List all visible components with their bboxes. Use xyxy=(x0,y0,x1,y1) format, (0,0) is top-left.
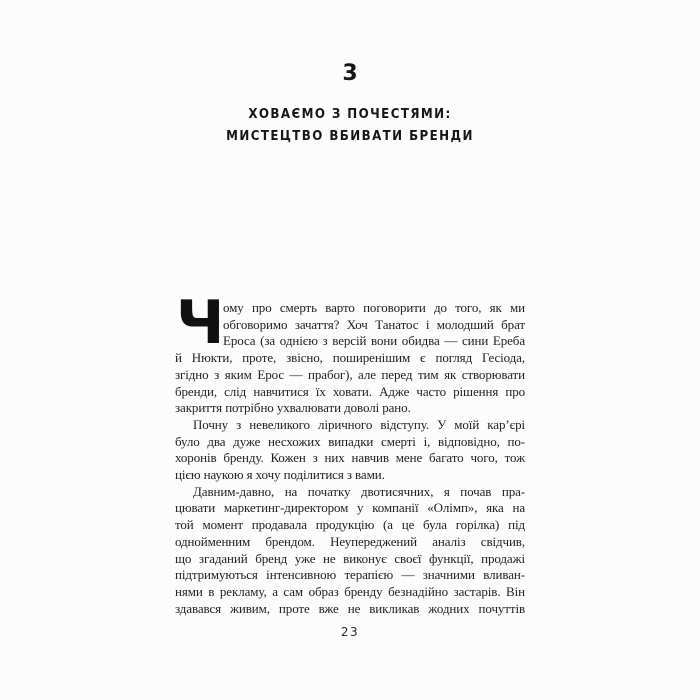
drop-cap: Ч xyxy=(176,288,225,358)
body-line: закриття потрібно ухвалювати доволі рано. xyxy=(175,400,411,416)
body-line: обговоримо зачаття? Хоч Танатос і молодший брат xyxy=(223,316,525,332)
chapter-title xyxy=(42,104,658,147)
body-line: ому про смерть варто поговорити до того, як ми xyxy=(223,300,525,315)
body-line: той момент продавала продукцію (а це була горілка) під xyxy=(175,517,525,533)
body-line: хоронів бренду. Кожен з них навчив мене багато чого, тож xyxy=(175,450,525,466)
body-line: й Нюкти, проте, звісно, поширенішим є погляд Гесіода, xyxy=(175,350,525,366)
body-line: Почну з невеликого ліричного відступу. У моїй кар’єрі xyxy=(193,416,525,432)
body-line: цією наукою я хочу поділитися з вами. xyxy=(175,467,385,483)
chapter-title-line-2: МИСТЕЦТВО ВБИВАТИ БРЕНДИ xyxy=(226,127,474,144)
page-number: 23 xyxy=(340,625,360,639)
body-line: було два дуже несхожих випадки смерті і, відповідно, по- xyxy=(175,433,525,449)
body-line: бренди, слід навчитися їх ховати. Адже часто рішення про xyxy=(175,383,525,399)
body-lines xyxy=(175,300,525,617)
body-line: Давним-давно, на початку двотисячних, я почав пра- xyxy=(193,483,525,499)
body-line: підтримуються інтенсивною терапією — значними вливан- xyxy=(175,567,525,583)
body-line: Ероса (за однією з версій вони обидва — сини Ереба xyxy=(223,333,525,349)
body-text-block xyxy=(175,288,525,617)
body-line: здавався живим, проте вже не викликав жодних почуттів xyxy=(175,600,525,616)
body-line: однойменним брендом. Неупереджений аналіз свідчив, xyxy=(175,533,525,549)
body-line: цювати маркетинг-директором у компанії «Олімп», яка на xyxy=(175,500,525,516)
chapter-title-line-1: ХОВАЄМО З ПОЧЕСТЯМИ: xyxy=(248,106,452,122)
body-line: згідно з яким Ерос — прабог), але перед тим як створювати xyxy=(175,366,525,382)
body-line: що згаданий бренд уже не виконує своєї функції, продажі xyxy=(175,550,525,566)
body-line: нями в рекламу, а сам образ бренду безнадійно застарів. Він xyxy=(175,583,525,599)
chapter-number: 3 xyxy=(342,61,358,86)
